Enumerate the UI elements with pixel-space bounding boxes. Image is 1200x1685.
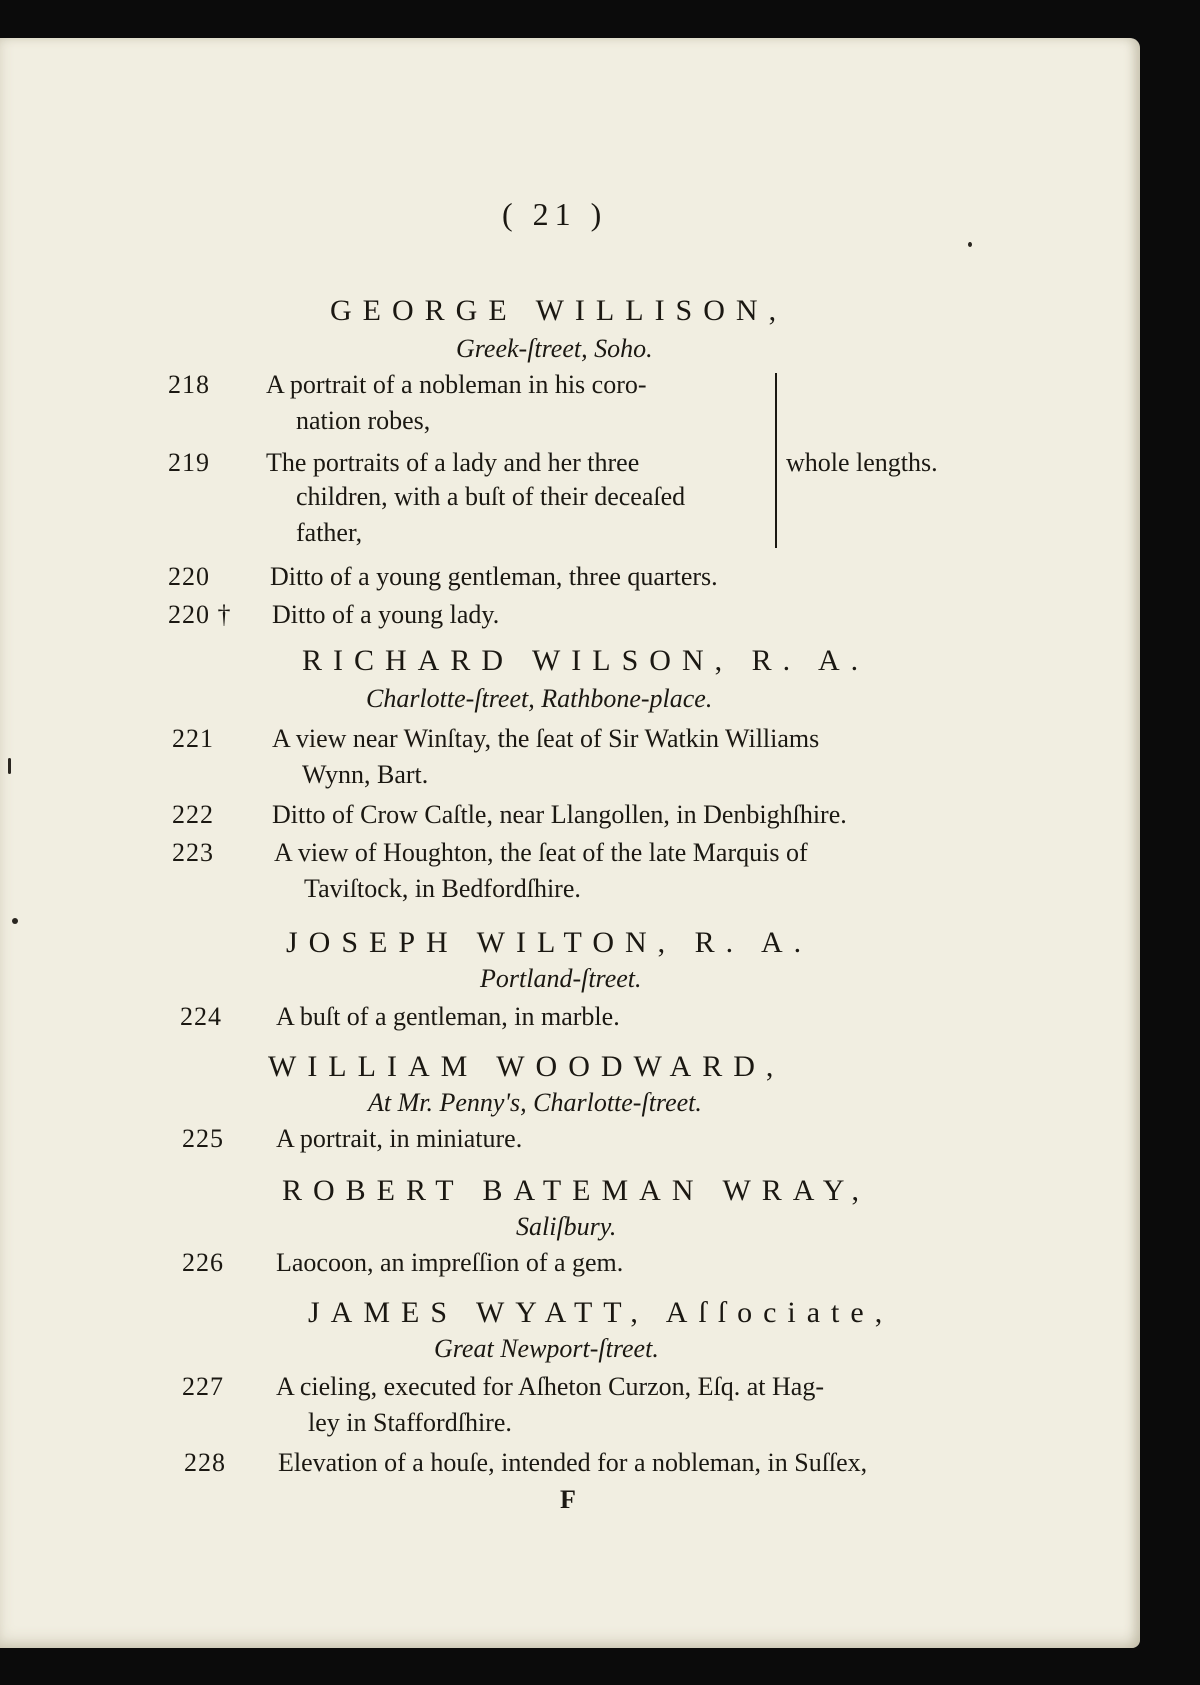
artist-address: At Mr. Penny's, Charlotte-ſtreet.	[368, 1088, 702, 1117]
entry-number: 220 †	[168, 600, 232, 629]
entry-number: 220	[168, 562, 210, 591]
entry-number: 218	[168, 370, 210, 399]
signature-mark: F	[560, 1485, 576, 1514]
entry-text: A portrait, in miniature.	[276, 1124, 523, 1153]
artist-address: Great Newport-ſtreet.	[434, 1334, 659, 1363]
entry-text: father,	[296, 518, 363, 547]
ink-speck	[8, 758, 11, 774]
entry-text: A portrait of a nobleman in his coro-	[266, 370, 647, 399]
artist-name: ROBERT BATEMAN WRAY,	[282, 1174, 870, 1207]
entry-text: Elevation of a houſe, intended for a nobleman, in Suſſex,	[278, 1448, 868, 1477]
entry-number: 222	[172, 800, 214, 829]
artist-address: Saliſbury.	[516, 1212, 617, 1241]
entry-text: A view near Winſtay, the ſeat of Sir Watkin Williams	[272, 724, 820, 753]
entry-number: 221	[172, 724, 214, 753]
artist-address: Portland-ſtreet.	[480, 964, 642, 993]
entry-text: ley in Staffordſhire.	[308, 1408, 512, 1437]
entry-text: A view of Houghton, the ſeat of the late Marquis of	[274, 838, 808, 867]
entry-text: The portraits of a lady and her three	[266, 448, 640, 477]
brace-bracket	[767, 373, 777, 548]
entry-number: 225	[182, 1124, 224, 1153]
bracket-note: whole lengths.	[786, 448, 938, 477]
entry-number: 224	[180, 1002, 222, 1031]
entry-text: children, with a buſt of their deceaſed	[296, 482, 686, 511]
artist-name: GEORGE WILLISON,	[330, 294, 788, 327]
entry-number: 223	[172, 838, 214, 867]
entry-text: Ditto of a young gentleman, three quarters.	[270, 562, 718, 591]
artist-name: JAMES WYATT, Aſſociate,	[308, 1296, 894, 1329]
entry-number: 226	[182, 1248, 224, 1277]
entry-text: Wynn, Bart.	[302, 760, 429, 789]
entry-text: Laocoon, an impreſſion of a gem.	[276, 1248, 624, 1277]
artist-name: RICHARD WILSON, R. A.	[302, 644, 870, 677]
entry-text: A buſt of a gentleman, in marble.	[276, 1002, 620, 1031]
entry-text: A cieling, executed for Aſheton Curzon, Eſq. at Hag-	[276, 1372, 825, 1401]
page-number: ( 21 )	[502, 196, 608, 232]
artist-address: Charlotte-ſtreet, Rathbone-place.	[366, 684, 713, 713]
artist-name: JOSEPH WILTON, R. A.	[286, 926, 813, 959]
entry-number: 227	[182, 1372, 224, 1401]
artist-address: Greek-ſtreet, Soho.	[456, 334, 653, 363]
entry-text: Ditto of Crow Caſtle, near Llangollen, in Denbighſhire.	[272, 800, 847, 829]
entry-number: 228	[184, 1448, 226, 1477]
ink-speck	[12, 918, 18, 924]
entry-text: nation robes,	[296, 406, 431, 435]
ink-speck	[968, 242, 972, 247]
entry-text: Taviſtock, in Bedfordſhire.	[304, 874, 581, 903]
entry-number: 219	[168, 448, 210, 477]
book-page	[0, 38, 1140, 1648]
artist-name: WILLIAM WOODWARD,	[268, 1050, 785, 1083]
entry-text: Ditto of a young lady.	[272, 600, 500, 629]
